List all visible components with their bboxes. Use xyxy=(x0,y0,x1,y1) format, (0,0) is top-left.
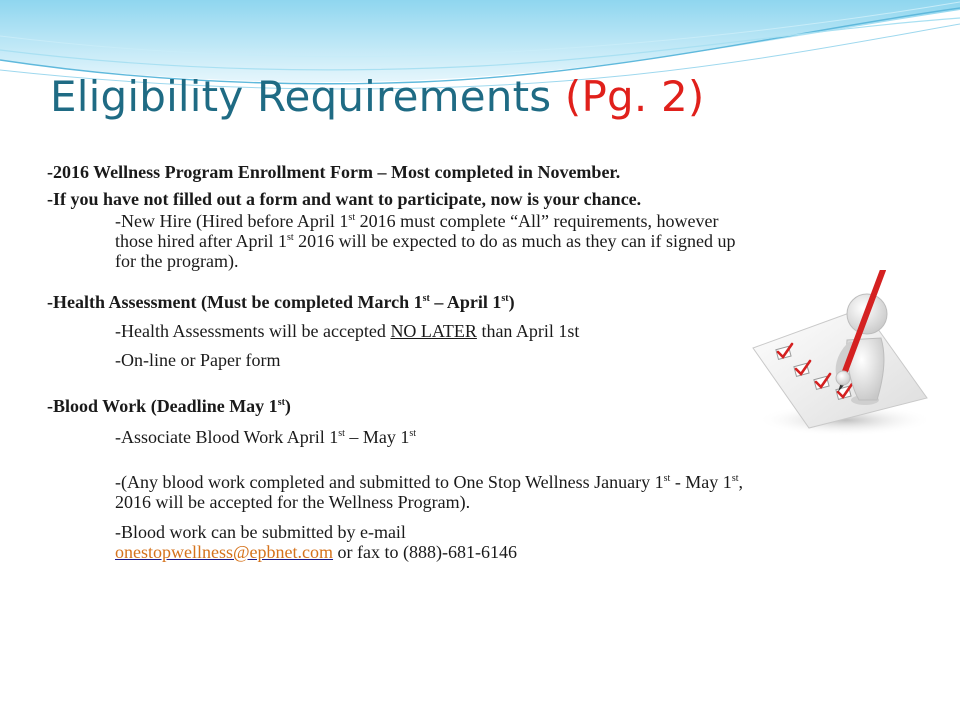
health-assessment-heading xyxy=(47,292,747,312)
new-hire-line xyxy=(47,211,747,271)
new-hire-text-1: -New Hire (Hired before April 1 xyxy=(115,211,349,231)
title-main: Eligibility Requirements xyxy=(50,72,565,121)
any-blood-text-3: , 2016 will be accepted for the Wellness Program). xyxy=(115,472,743,512)
superscript: st xyxy=(338,428,345,439)
blood-work-heading xyxy=(47,396,747,416)
fill-out-form-line: -If you have not filled out a form and want to participate, now is your chance. xyxy=(47,189,642,209)
fax-text: or fax to (888)-681-6146 xyxy=(333,542,517,562)
no-later-text: NO LATER xyxy=(390,321,477,341)
associate-text-1: -Associate Blood Work April 1 xyxy=(115,427,339,447)
submission-text-1: -Blood work can be submitted by e-mail xyxy=(115,522,406,542)
superscript: st xyxy=(501,293,509,304)
online-paper-line: -On-line or Paper form xyxy=(115,350,281,370)
health-assessment-text-3: ) xyxy=(508,292,515,312)
email-link[interactable] xyxy=(115,542,333,562)
page-title xyxy=(50,72,704,121)
associate-blood-work-line xyxy=(47,427,747,447)
superscript: st xyxy=(731,473,739,484)
superscript: st xyxy=(277,397,285,408)
checklist-figure-icon xyxy=(745,270,935,440)
associate-text-2: – May 1 xyxy=(344,427,410,447)
email-address[interactable]: onestopwellness@epbnet.com xyxy=(115,542,334,562)
health-assessment-deadline-line xyxy=(47,321,747,341)
superscript: st xyxy=(286,232,294,243)
deadline-text-1: -Health Assessments will be accepted xyxy=(115,321,391,341)
superscript: st xyxy=(663,473,671,484)
blood-work-text-1: -Blood Work (Deadline May 1 xyxy=(47,396,278,416)
title-page-ref: (Pg. 2) xyxy=(564,72,705,121)
new-hire-text-2: 2016 must complete “All” requirements, however those hired after April 1 xyxy=(115,211,719,251)
health-assessment-text-1: -Health Assessment (Must be completed March 1 xyxy=(47,292,423,312)
superscript: st xyxy=(422,293,430,304)
superscript: st xyxy=(348,212,356,223)
any-blood-work-line xyxy=(47,472,747,512)
new-hire-text-3: 2016 will be expected to do as much as they can if signed up for the program). xyxy=(115,231,736,271)
health-assessment-text-2: – April 1 xyxy=(429,292,502,312)
blood-work-text-2: ) xyxy=(284,396,291,416)
any-blood-text-1: -(Any blood work completed and submitted to One Stop Wellness January 1 xyxy=(115,472,664,492)
enrollment-form-line: -2016 Wellness Program Enrollment Form – Most completed in November. xyxy=(47,162,621,182)
any-blood-text-2: - May 1 xyxy=(670,472,732,492)
superscript: st xyxy=(409,428,417,439)
deadline-text-2: than April 1st xyxy=(476,321,580,341)
requirements-list xyxy=(47,162,747,562)
submission-line xyxy=(47,522,747,562)
